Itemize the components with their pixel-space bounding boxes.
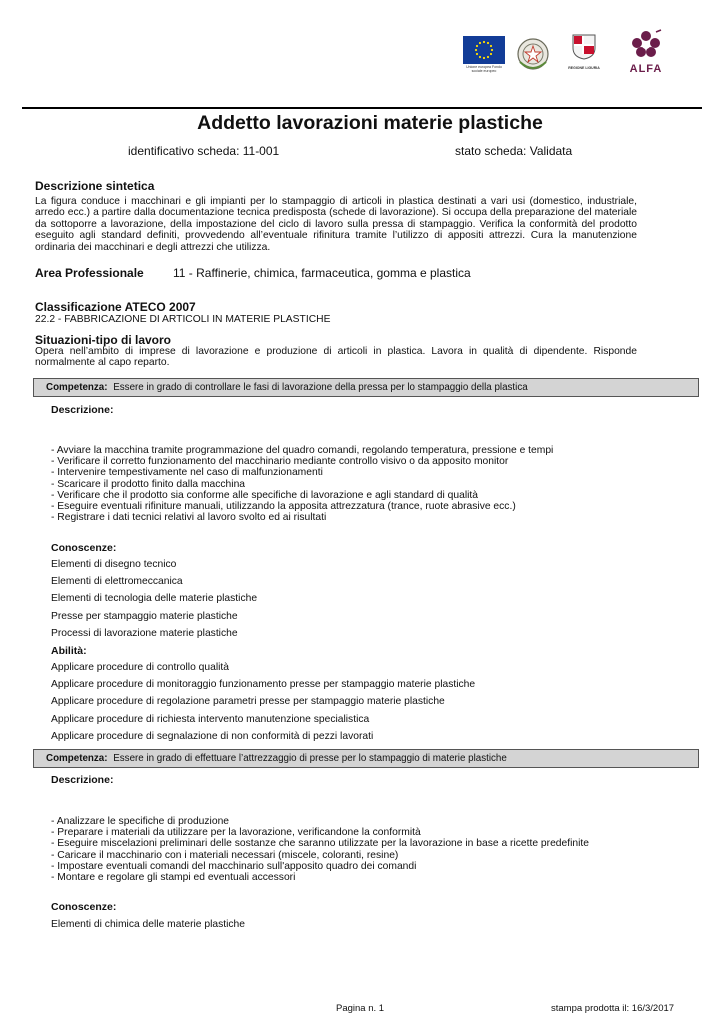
description-heading: Descrizione: [51, 774, 114, 786]
alfa-logo [622, 29, 670, 73]
page-title: Addetto lavorazioni materie plastiche [197, 112, 543, 134]
alfa-flower-icon [628, 29, 664, 59]
competence-box-1 [33, 378, 699, 397]
competence-text: Essere in grado di effettuare l’attrezzaggio di presse per lo stampaggio di materie plastiche [113, 753, 507, 764]
skills-heading: Abilità: [51, 645, 87, 657]
knowledge-heading: Conoscenze: [51, 901, 117, 913]
list-item: - Caricare il macchinario con i materiali necessari (miscele, coloranti, resine) [51, 850, 671, 861]
liguria-shield-icon [571, 32, 597, 60]
eu-caption: Unione europea Fondo sociale europeo [466, 65, 502, 73]
list-item: - Eseguire miscelazioni preliminari delle sostanze che saranno utilizzate per la lavorazione in base a ricette predefinite [51, 838, 671, 849]
sheet-state: stato scheda: Validata [455, 144, 573, 158]
situations-heading: Situazioni-tipo di lavoro [35, 333, 171, 347]
eu-logo [463, 36, 505, 74]
sheet-id: identificativo scheda: 11-001 [128, 144, 280, 158]
list-item: - Intervenire tempestivamente nel caso di malfunzionamenti [51, 467, 671, 478]
knowledge-heading: Conoscenze: [51, 542, 117, 554]
list-item: - Registrare i dati tecnici relativi al lavoro svolto ed ai risultati [51, 512, 671, 523]
list-item: Applicare procedure di segnalazione di non conformità di pezzi lavorati [51, 730, 374, 742]
list-item: - Avviare la macchina tramite programmazione del quadro comandi, regolando temperatura, pressione e tempi [51, 445, 671, 456]
list-item: - Verificare il corretto funzionamento del macchinario mediante controllo visivo o da apposito monitor [51, 456, 671, 467]
competence-box-2 [33, 749, 699, 768]
header-divider [22, 107, 702, 109]
skills-list [51, 659, 475, 745]
list-item: Elementi di tecnologia delle materie plastiche [51, 593, 258, 605]
competence-label: Competenza: [46, 753, 108, 764]
print-date: stampa prodotta il: 16/3/2017 [551, 1003, 675, 1014]
knowledge-list [51, 556, 257, 642]
list-item: - Impostare eventuali comandi del macchinario sull'apposito quadro dei comandi [51, 861, 671, 872]
list-item: Elementi di chimica delle materie plastiche [51, 919, 246, 930]
list-item: - Analizzare le specifiche di produzione [51, 816, 671, 827]
list-item: - Scaricare il prodotto finito dalla macchina [51, 479, 671, 490]
list-item: - Eseguire eventuali rifiniture manuali, utilizzando la apposita attrezzatura (trance, ruote abrasive ecc.) [51, 501, 671, 512]
list-item: - Montare e regolare gli stampi ed eventuali accessori [51, 872, 671, 883]
situations-text: Opera nell’ambito di imprese di lavorazione e produzione di articoli in plastica. Lavora in qualità di dipendente. Risponde normalmente al capo reparto. [35, 346, 637, 369]
ateco-heading: Classificazione ATECO 2007 [35, 300, 196, 314]
list-item: Elementi di disegno tecnico [51, 559, 177, 570]
list-item: Applicare procedure di richiesta intervento manutenzione specialistica [51, 713, 370, 725]
list-item: Processi di lavorazione materie plastiche [51, 627, 238, 639]
page-number: Pagina n. 1 [336, 1003, 385, 1014]
list-item: - Verificare che il prodotto sia conforme alle specifiche di lavorazione e agli standard di qualità [51, 490, 671, 501]
regione-liguria-logo [566, 32, 602, 70]
list-item: Presse per stampaggio materie plastiche [51, 610, 238, 622]
area-label: Area Professionale [35, 266, 144, 280]
list-item: Applicare procedure di regolazione parametri presse per stampaggio materie plastiche [51, 696, 445, 708]
list-item: Elementi di elettromeccanica [51, 576, 183, 588]
eu-flag-icon [463, 36, 505, 64]
liguria-caption: REGIONE LIGURIA [568, 66, 600, 70]
list-item: - Preparare i materiali da utilizzare per la lavorazione, verificandone la conformità [51, 827, 671, 838]
competence-text: Essere in grado di controllare le fasi di lavorazione della pressa per lo stampaggio della plastica [113, 382, 528, 393]
knowledge-list [51, 916, 245, 933]
ateco-value: 22.2 - FABBRICAZIONE DI ARTICOLI IN MATERIE PLASTICHE [35, 314, 331, 325]
summary-heading: Descrizione sintetica [35, 179, 155, 193]
description-list [51, 816, 671, 883]
italian-emblem-icon [516, 36, 550, 74]
competence-label: Competenza: [46, 382, 108, 393]
description-list [51, 445, 671, 523]
description-heading: Descrizione: [51, 404, 114, 416]
area-value: 11 - Raffinerie, chimica, farmaceutica, gomma e plastica [173, 266, 471, 280]
alfa-wordmark: ALFA [629, 63, 663, 75]
list-item: Applicare procedure di monitoraggio funzionamento presse per stampaggio materie plastiche [51, 679, 476, 691]
list-item: Applicare procedure di controllo qualità [51, 662, 230, 673]
summary-text: La figura conduce i macchinari e gli impianti per lo stampaggio di articoli in plastica destinati a vari usi (domestico, industriale, arredo ecc.) a partire dalla documentazione tecnica predisposta (schede di lavorazione). Si occupa della preparazione del materiale da sottoporre a lavorazione, della impostazione del ciclo di lavoro sulla pressa di stampaggio. Verifica la conformità del prodotto eseguito agli standard definiti, provvedendo all’eventuale rifinitura tramite l’utilizzo di appositi attrezzi. Cura la manutenzione ordinaria dei macchinari e degli attrezzi che utilizza. [35, 196, 637, 253]
